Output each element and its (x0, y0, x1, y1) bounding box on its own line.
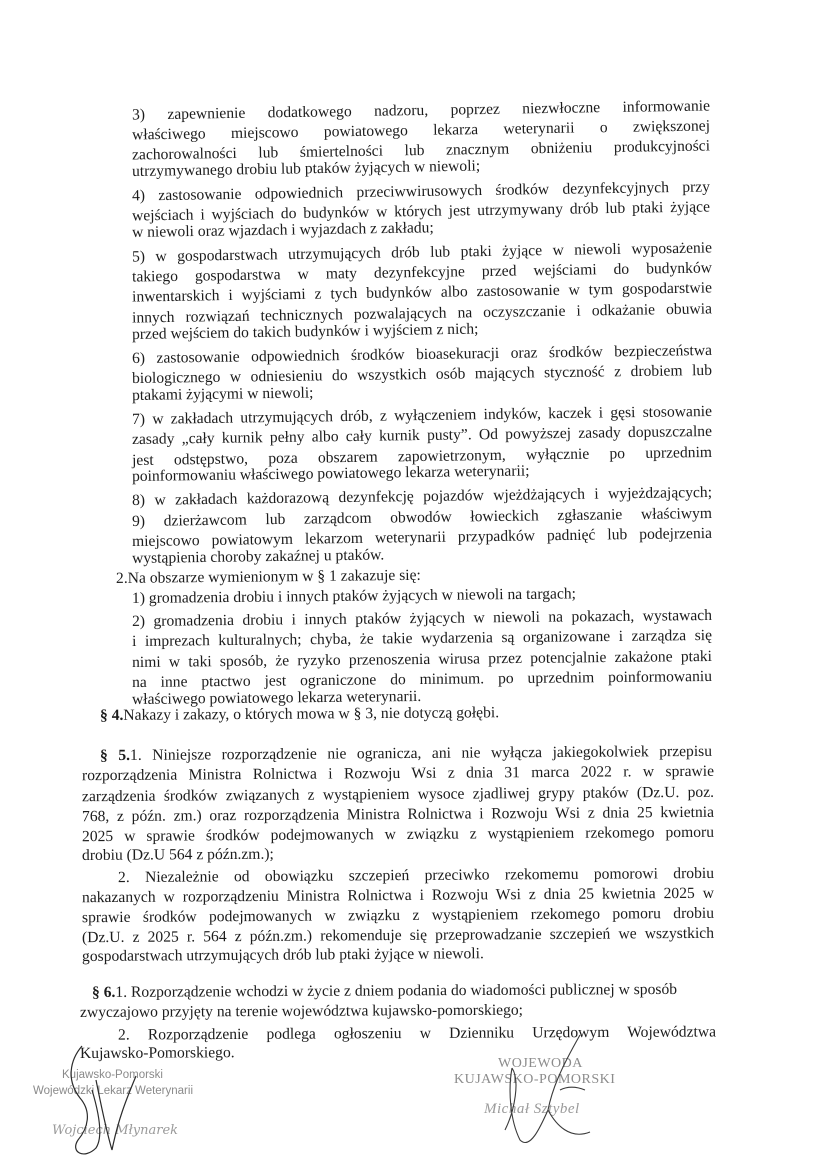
text-line: (Dz.U. z 2025 r. 564 z późn.zm.) rekomenduje się przeprowadzanie szczepień we wszystkich (81, 924, 715, 947)
paragraph-text: Nakazy i zakazy, o których mowa w § 3, nie dotyczą gołębi. (123, 704, 500, 724)
text-line: w niewoli oraz wjazdach i wyjazdach z zakładu; (131, 219, 434, 241)
text-line: takiego gospodarstwa w maty dezynfekcyjne przed wejściami do budynków (131, 259, 713, 286)
text-line: zachorowalności lub śmiertelności lub znacznym obniżeniu produkcyjności (131, 137, 711, 164)
text-line: 5) w gospodarstwach utrzymujących drób lub ptaki żyjące w niewoli wyposażenie (131, 239, 713, 266)
section-marker: § 6. (91, 983, 116, 1001)
text-line: 3) zapewnienie dodatkowego nadzoru, poprzez niezwłoczne informowanie (131, 97, 711, 124)
text-line: jest odstępstwo, poza obszarem zapowietrzonym, wyłącznie po uprzednim (131, 443, 713, 470)
text-line: właściwego powiatowego lekarza weterynarii. (131, 687, 422, 708)
section-marker: § 4. (99, 706, 124, 724)
text-line: gospodarstwach utrzymujących drób lub ptaki żyjące w niewoli. (81, 945, 484, 965)
signatory-name: Wojciech Młynarek (52, 1123, 179, 1138)
text-line: utrzymywanego drobiu lub ptaków żyjących w niewoli; (131, 157, 481, 180)
text-line: 2. Niezależnie od obowiązku szczepień przeciwko rzekomemu pomorowi drobiu (117, 864, 715, 887)
stamp-line: Wojewódzki Lekarz Weterynarii (33, 1085, 193, 1097)
text-line: zwyczajowo przyjęty na terenie województwa kujawsko-pomorskiego; (79, 1001, 524, 1021)
text-line: sprawie środków podejmowanych w związku z wystąpieniem rzekomego pomoru drobiu (81, 904, 715, 927)
text-line: przed wejściem do takich budynków i wyjściem z nich; (131, 320, 479, 343)
text-line: rozporządzenia Ministra Rolnictwa i Rozwoju Wsi z dnia 31 marca 2022 r. w sprawie (81, 762, 715, 785)
text-line: poinformowaniu właściwego powiatowego lekarza weterynarii; (131, 462, 530, 485)
signatory-name: Michał Sztybel (484, 1101, 580, 1117)
text-line: i imprezach kulturalnych; chyba, że takie wydarzenia są organizowane i zarządza się (131, 626, 713, 651)
text-line: ptakami żyjącymi w niewoli; (131, 384, 314, 404)
text-line: zasady „cały kurnik pełny albo cały kurnik pusty”. Od powyższej zasady dopuszczalne (131, 422, 713, 449)
text-line: nakazanych w rozporządzeniu Ministra Rolnictwa i Rozwoju Wsi z dnia 25 kwietnia 2025 w (81, 884, 715, 907)
text-line: 2. Rozporządzenie podlega ogłoszeniu w Dzienniku Urzędowym Województwa (117, 1023, 717, 1044)
text-line: 7) w zakładach utrzymujących drób, z wyłączeniem indyków, kaczek i gęsi stosowanie (131, 402, 713, 429)
text-line: 4) zastosowanie odpowiednich przeciwwirusowych środków dezynfekcyjnych przy (131, 178, 711, 205)
point-text: 1. Rozporządzenie wchodzi w życie z dniem podania do wiadomości publicznej w sposób (115, 980, 678, 1001)
text-line: biologicznego w odniesieniu do wszystkich osób mających styczność z drobiem lub (131, 361, 713, 388)
text-line: nimi w taki sposób, że ryzyko przenoszenia wirusa przez potencjalnie zakażone ptaki (131, 647, 713, 672)
text-line: inwentarskich i wyjściami z tych budynków albo zastosowanie w tym gospodarstwie (131, 279, 713, 306)
text-line: 2.Na obszarze wymienionym w § 1 zakazuje się: (115, 566, 421, 587)
stamp-line: Kujawsko-Pomorski (62, 1069, 163, 1081)
point-number: 1 (129, 746, 138, 764)
text-line: 6) zastosowanie odpowiednich środków bioasekuracji oraz środków bezpieczeństwa (131, 341, 713, 368)
stamp-line: WOJEWODA (498, 1056, 583, 1071)
text-line: 1) gromadzenia drobiu i innych ptaków żyjących w niewoli na targach; (131, 585, 577, 607)
text-line: miejscowo powiatowym lekarzom weterynarii przypadków padnięć lub podejrzenia (131, 524, 713, 551)
text-line: zarządzenia środków związanych z wystąpieniem wysoce zjadliwej grypy ptaków (Dz.U. poz. (81, 783, 715, 806)
text-line: 2025 w sprawie środków podejmowanych w związku z wystąpieniem rzekomego pomoru (81, 823, 715, 846)
stamp-line: KUJAWSKO-POMORSKI (454, 1072, 616, 1087)
text-line: drobiu (Dz.U 564 z późn.zm.); (81, 845, 274, 864)
text-line: 8) w zakładach każdorazową dezynfekcję pojazdów wjeżdżających i wyjeżdzających; (131, 483, 713, 510)
text-line: innych rozwiązań technicznych pozwalających na oczyszczanie i odkażanie obuwia (131, 300, 713, 327)
text-line: właściwego miejscowo powiatowego lekarza weterynarii o zwiększonej (131, 117, 711, 144)
text-line: Kujawsko-Pomorskiego. (79, 1044, 235, 1062)
text-line: wystąpienia choroby zakaźnej u ptaków. (131, 546, 385, 567)
point-text: . Niniejsze rozporządzenie nie ogranicza, ani nie wyłącza jakiegokolwiek przepisu (137, 742, 713, 764)
text-line: na inne ptactwo jest ograniczone do minimum. po uprzednim poinformowaniu (131, 667, 713, 692)
text-line: 768, z późn. zm.) oraz rozporządzenia Ministra Rolnictwa i Rozwoju Wsi z dnia 25 kwietnia (81, 803, 715, 826)
text-line: wejściach i wyjściach do budynków w których jest utrzymywany drób lub ptaki żyjące (131, 198, 711, 225)
section-marker: § 5. (99, 746, 131, 765)
text-line: 9) dzierżawcom lub zarządcom obwodów łowieckich zgłaszanie właściwym (131, 504, 713, 531)
text-line: 2) gromadzenia drobiu i innych ptaków żyjących w niewoli na pokazach, wystawach (131, 606, 713, 631)
